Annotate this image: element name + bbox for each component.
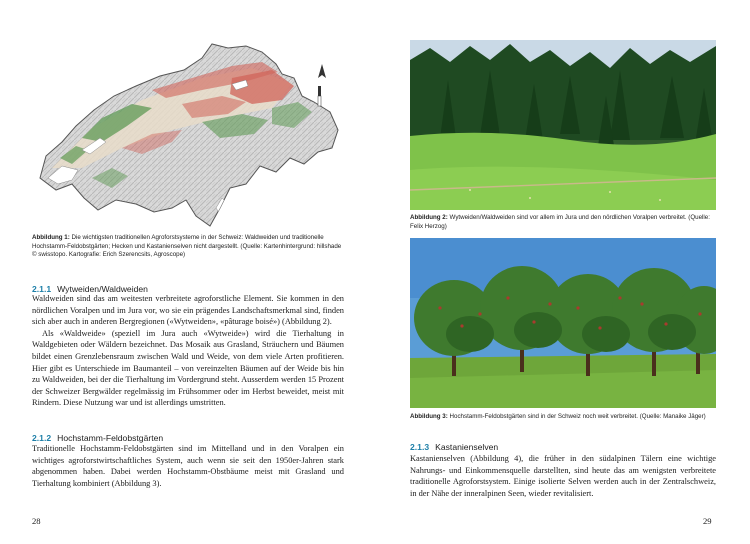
paragraph: Als «Waldweide» (speziell im Jura auch «Wytweide») wird die Tierhaltung in Waldgebieten oder Wäldern bezeichnet. Das Mosaik aus Grasland, Sträuchern und Bäumen bildet einen Grenzlebensraum zwischen Wald und Weide, von dem viele Arten profitieren. Hier gibt es Unterschiede im Baumanteil – von vereinzelten Bäumen auf der Weide bis hin zu Waldweiden, bei der die Tierhaltung im Vordergrund steht. Ausserdem werden 15 Prozent der Schweizer Bergwälder regelmässig im Frühsommer oder im Herbst beweidet, meist mit Rindern. Diese Nutzung war und ist allerdings umstritten. <box>32 328 344 408</box>
section-number: 2.1.2 <box>32 433 52 443</box>
switzerland-agroforestry-map <box>32 38 346 228</box>
figure3-caption <box>410 413 716 422</box>
photo-orchard <box>410 238 716 408</box>
photo-wood-pasture <box>410 40 716 210</box>
section-title: Kastanienselven <box>435 442 499 452</box>
right-page <box>375 0 750 544</box>
section-number: 2.1.1 <box>32 284 52 294</box>
figure2-caption <box>410 214 716 231</box>
paragraph: Waldweiden sind das am weitesten verbreitete agroforstliche Element. Sie kommen in den nördlichen Voralpen und im Jura vor, wo sie ein prägendes Landschaftsmerkmal sind, finden sich aber auch in anderen Bergregionen («Wytweiden», «pâturage boisé») (Abbildung 2). <box>32 294 344 327</box>
section-heading-kastanienselven <box>410 442 498 452</box>
section-title: Hochstamm-Feldobstgärten <box>57 433 164 443</box>
figure1-caption <box>32 234 344 260</box>
section-body-hochstamm <box>32 443 344 489</box>
page-number-right: 29 <box>703 516 712 526</box>
section-body-kastanienselven <box>410 453 716 499</box>
figure3-caption-text: Hochstamm-Feldobstgärten sind in der Schweiz noch weit verbreitet. (Quelle: Manaike Jäger) <box>447 413 706 420</box>
figure1-caption-label: Abbildung 1: <box>32 234 70 241</box>
figure3-caption-label: Abbildung 3: <box>410 413 448 420</box>
figure2-caption-text: Wytweiden/Waldweiden sind vor allem im Jura und den nördlichen Voralpen verbreitet. (Quelle: Felix Herzog) <box>410 214 710 230</box>
section-number: 2.1.3 <box>410 442 430 452</box>
paragraph: Kastanienselven (Abbildung 4), die früher in den südalpinen Tälern eine wichtige Nahrungs- und Einkommensquelle darstellten, sind heute das am wenigsten verbreitete traditionelle Agroforstsystem. Einige isolierte Selven werden auch in der Zentralschweiz, in der Nähe der inneralpinen Seen, wieder revitalisiert. <box>410 454 716 498</box>
paragraph: Traditionelle Hochstamm-Feldobstgärten sind im Mittelland und in den Voralpen ein wichtiges agroforstwirtschaftliches System, auch wenn sie seit den 1950er-Jahren stark abgenommen haben. Dabei werden Hochstamm-Obstbäume meist mit Grasland und Tierhaltung kombiniert (Abbildung 3). <box>32 444 344 488</box>
figure1-caption-text: Die wichtigsten traditionellen Agroforstsysteme in der Schweiz: Waldweiden und traditionelle Hochstamm-Feldobstgärten; Hecken und Kastanienselven nicht dargestellt. (Quelle: Kartenhintergrund: hillshade © swisstopo. Kartografie: Erich Szerencsits, Agroscope) <box>32 234 342 259</box>
section-title: Wytweiden/Waldweiden <box>57 284 148 294</box>
scale-bar-icon <box>318 86 321 106</box>
section-heading-hochstamm <box>32 433 163 443</box>
page-number-left: 28 <box>32 516 41 526</box>
north-arrow-icon <box>318 64 326 78</box>
figure2-caption-label: Abbildung 2: <box>410 214 448 221</box>
section-body-wytweiden <box>32 293 344 409</box>
